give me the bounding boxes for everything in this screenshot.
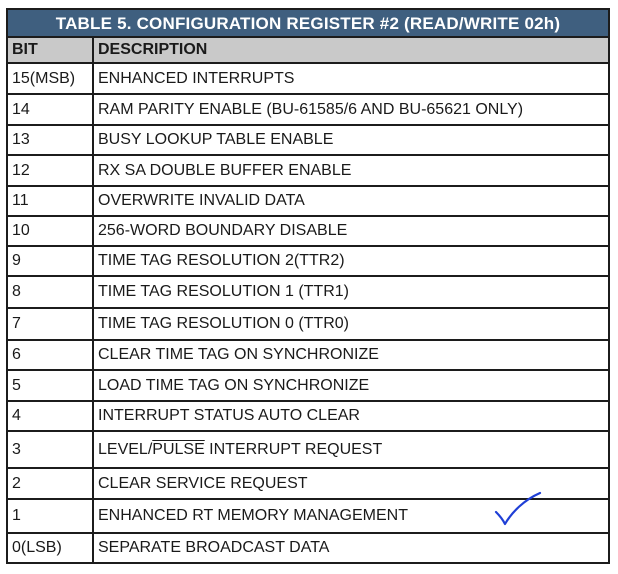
bit-cell: 4	[7, 401, 93, 431]
table-row	[7, 186, 609, 216]
description-cell: TIME TAG RESOLUTION 0 (TTR0)	[93, 308, 609, 340]
bit-cell: 12	[7, 155, 93, 186]
bit-cell: 8	[7, 276, 93, 308]
bit-cell: 6	[7, 340, 93, 370]
register-table-container	[6, 8, 610, 564]
bit-cell: 10	[7, 216, 93, 246]
table-row	[7, 370, 609, 401]
description-cell: ENHANCED RT MEMORY MANAGEMENT	[93, 499, 609, 533]
description-cell: SEPARATE BROADCAST DATA	[93, 533, 609, 563]
bit-cell: 11	[7, 186, 93, 216]
bit-cell: 13	[7, 125, 93, 155]
table-row	[7, 308, 609, 340]
description-cell: TIME TAG RESOLUTION 2(TTR2)	[93, 246, 609, 276]
bit-column-header: BIT	[7, 37, 93, 63]
description-cell: CLEAR SERVICE REQUEST	[93, 468, 609, 499]
table-row	[7, 216, 609, 246]
table-row	[7, 246, 609, 276]
description-column-header: DESCRIPTION	[93, 37, 609, 63]
description-cell: RX SA DOUBLE BUFFER ENABLE	[93, 155, 609, 186]
description-cell: LOAD TIME TAG ON SYNCHRONIZE	[93, 370, 609, 401]
bit-cell: 7	[7, 308, 93, 340]
table-row	[7, 401, 609, 431]
description-part: LEVEL/	[98, 440, 153, 458]
description-cell: BUSY LOOKUP TABLE ENABLE	[93, 125, 609, 155]
register-table	[6, 36, 610, 564]
table-row	[7, 63, 609, 94]
table-row	[7, 94, 609, 125]
bit-cell: 14	[7, 94, 93, 125]
table-row	[7, 340, 609, 370]
bit-cell: 3	[7, 431, 93, 468]
description-cell: CLEAR TIME TAG ON SYNCHRONIZE	[93, 340, 609, 370]
bit-cell: 5	[7, 370, 93, 401]
description-cell: TIME TAG RESOLUTION 1 (TTR1)	[93, 276, 609, 308]
description-part: INTERRUPT REQUEST	[204, 440, 383, 458]
header-row	[7, 37, 609, 63]
table-title: TABLE 5. CONFIGURATION REGISTER #2 (READ/WRITE 02h)	[6, 8, 610, 36]
bit-cell: 9	[7, 246, 93, 276]
description-cell: OVERWRITE INVALID DATA	[93, 186, 609, 216]
description-cell: INTERRUPT STATUS AUTO CLEAR	[93, 401, 609, 431]
table-row	[7, 533, 609, 563]
description-cell: 256-WORD BOUNDARY DISABLE	[93, 216, 609, 246]
bit-cell: 15(MSB)	[7, 63, 93, 94]
description-cell: RAM PARITY ENABLE (BU-61585/6 AND BU-65621 ONLY)	[93, 94, 609, 125]
table-row	[7, 155, 609, 186]
description-part-overlined: PULSE	[152, 440, 205, 458]
checkmark-icon	[492, 490, 544, 530]
bit-cell: 1	[7, 499, 93, 533]
table-row	[7, 431, 609, 468]
table-row	[7, 276, 609, 308]
description-cell: ENHANCED INTERRUPTS	[93, 63, 609, 94]
table-row	[7, 125, 609, 155]
bit-cell: 2	[7, 468, 93, 499]
description-cell	[93, 431, 609, 468]
bit-cell: 0(LSB)	[7, 533, 93, 563]
